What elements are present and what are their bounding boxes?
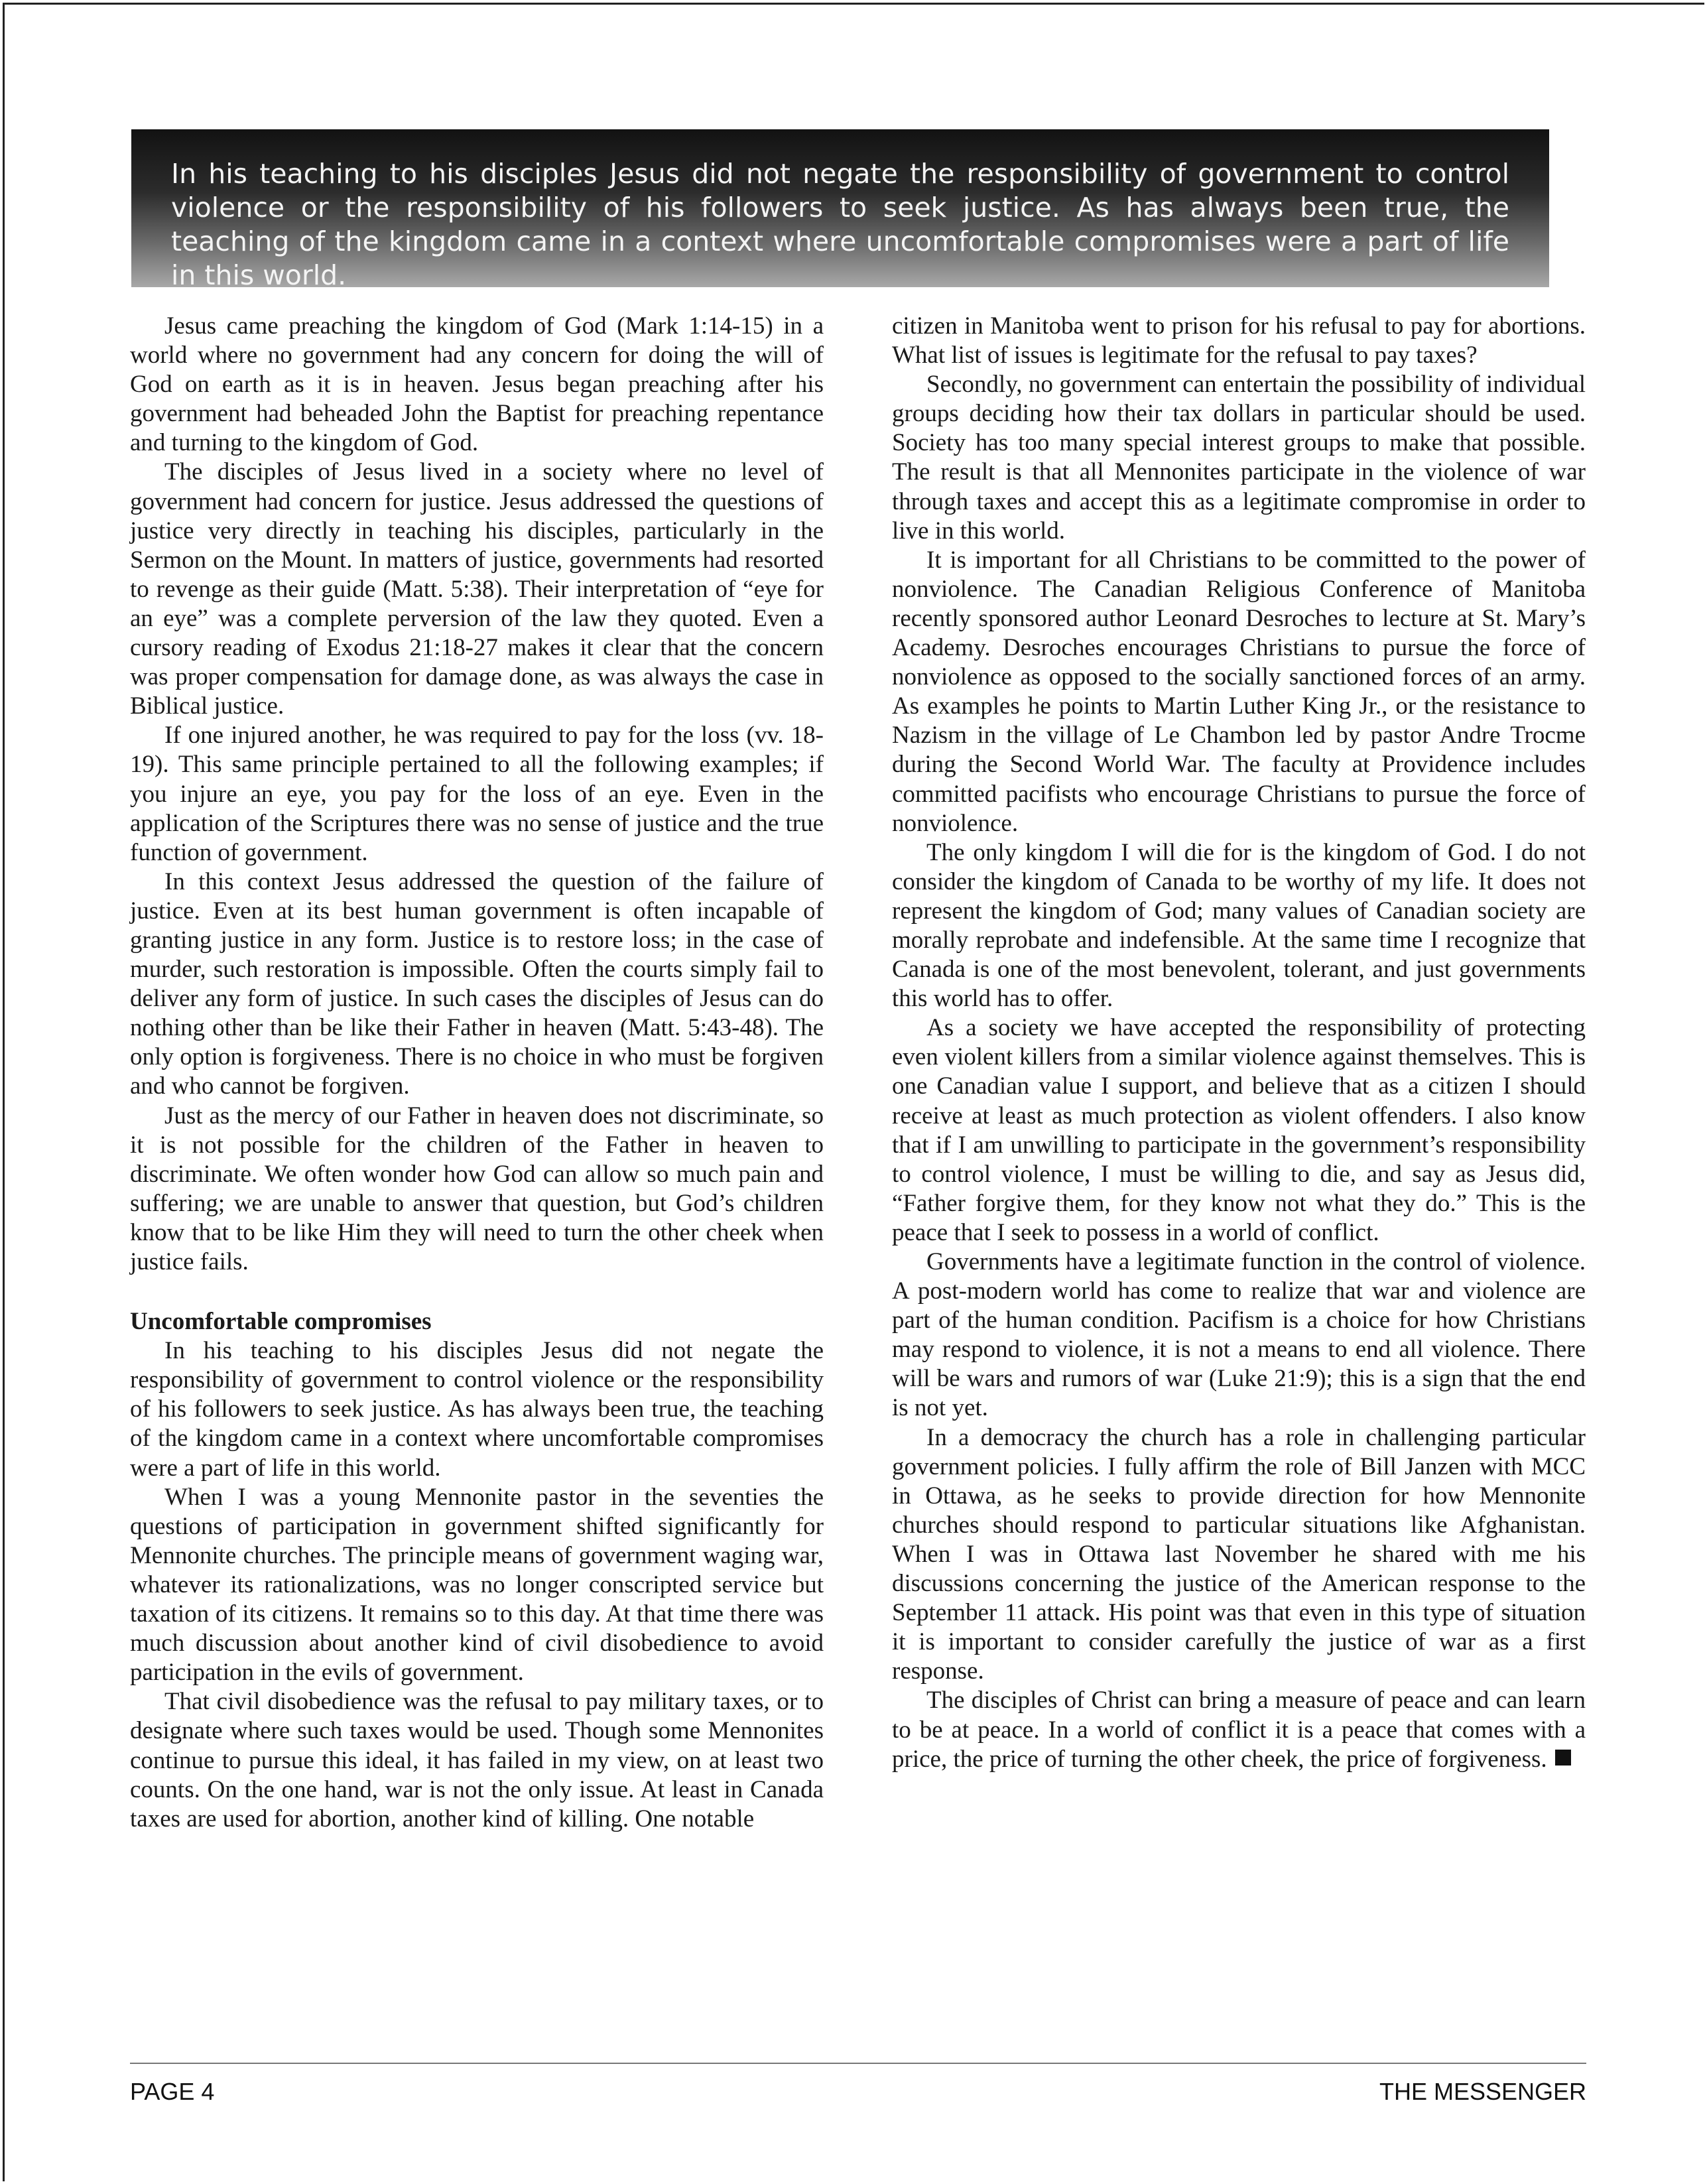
footer-rule: [130, 2063, 1586, 2064]
pull-quote-banner: [131, 129, 1549, 291]
end-of-article-square-icon: [1555, 1750, 1571, 1766]
body-paragraph: Governments have a legitimate function in the control of violence. A post-modern world has come to realize that war and violence are part of the human condition. Pacifism is a choice for how Christians may respond to violence, it is not a means to end all violence. There will be wars and rumors of war (Luke 21:9); this is a sign that the end is not yet.: [892, 1248, 1586, 1422]
body-paragraph: As a society we have accepted the responsibility of protecting even violent killers from a similar violence against themselves. This is one Canadian value I support, and believe that as a citizen I should receive at least as much protection as violent offenders. I also know that if I am unwilling to participate in the government’s responsibility to control violence, I must be willing to die, and say as Jesus did, “Father forgive them, for they know not what they do.” This is the peace that I seek to possess in a world of conflict.: [892, 1014, 1586, 1246]
body-paragraph: The only kingdom I will die for is the kingdom of God. I do not consider the kingdom of Canada to be worthy of my life. It does not represent the kingdom of God; many values of Canadian society are morally reprobate and indefensible. At the same time I recognize that Canada is one of the most benevolent, tolerant, and just governments this world has to offer.: [892, 838, 1586, 1013]
body-paragraph: Secondly, no government can entertain the possibility of individual groups deciding how their tax dollars in particular should be used. Society has too many special interest groups to make that possible. The result is that all Mennonites participate in the violence of war through taxes and accept this as a legitimate compromise in order to live in this world.: [892, 371, 1586, 545]
body-paragraph: That civil disobedience was the refusal to pay military taxes, or to designate where such taxes would be used. Though some Mennonites continue to pursue this ideal, it has failed in my view, on at least two counts. On the one hand, war is not the only issue. At least in Canada taxes are used for abortion, another kind of killing. One notable: [130, 1688, 824, 1832]
body-paragraph: When I was a young Mennonite pastor in the seventies the questions of participation in government shifted significantly for Mennonite churches. The principle means of government waging war, whatever its rationalizations, was no longer conscripted service but taxation of its citizens. It remains so to this day. At that time there was much discussion about another kind of civil disobedience to avoid participation in the evils of government.: [130, 1483, 824, 1687]
body-paragraph: Just as the mercy of our Father in heaven does not discriminate, so it is not possible for the children of the Father in heaven to discriminate. We often wonder how God can allow so much pain and suffering; we are unable to answer that question, but God’s children know that to be like Him they will need to turn the other cheek when justice fails.: [130, 1102, 824, 1275]
body-paragraph: In this context Jesus addressed the question of the failure of justice. Even at its best human government is often incapable of granting justice in any form. Justice is to restore loss; in the case of murder, such restoration is impossible. Often the courts simply fail to deliver any form of justice. In such cases the disciples of Jesus can do nothing other than be like their Father in heaven (Matt. 5:43-48). The only option is forgiveness. There is no choice in who must be forgiven and who cannot be forgiven.: [130, 867, 824, 1100]
section-subheading: Uncomfortable compromises: [130, 1308, 432, 1336]
body-paragraph: The disciples of Jesus lived in a society where no level of government had concern for justice. Jesus addressed the questions of justice very directly in teaching his disciples, particularly in the Sermon on the Mount. In matters of justice, governments had resorted to revenge as their guide (Matt. 5:38). Their interpretation of “eye for an eye” was a complete perversion of the law they quoted. Even a cursory reading of Exodus 21:18-27 makes it clear that the concern was proper compensation for damage done, as was always the case in Biblical justice.: [130, 458, 824, 720]
body-paragraph: If one injured another, he was required to pay for the loss (vv. 18-19). This same principle pertained to all the following examples; if you injure an eye, you pay for the loss of an eye. Even in the application of the Scriptures there was no sense of justice and the true function of government.: [130, 722, 824, 866]
page-number: PAGE 4: [130, 2078, 215, 2105]
pull-quote-text: In his teaching to his disciples Jesus did not negate the responsibility of government to control violence or the responsibility of his followers to seek justice. As has always been true, the teaching of the kingdom came in a context where uncomfortable compromises were a part of life in this world.: [171, 158, 1509, 291]
body-paragraph: In a democracy the church has a role in challenging particular government policies. I fully affirm the role of Bill Janzen with MCC in Ottawa, as he seeks to provide direction for how Mennonite churches should respond to particular situations like Afghanistan. When I was in Ottawa last November he shared with me his discussions concerning the justice of the American response to the September 11 attack. His point was that even in this type of situation it is important to consider carefully the justice of war as a first response.: [892, 1423, 1586, 1685]
final-paragraph: [892, 1686, 1586, 1773]
continued-paragraph: citizen in Manitoba went to prison for his refusal to pay for abortions. What list of issues is legitimate for the refusal to pay taxes?: [892, 312, 1586, 369]
body-paragraph: Jesus came preaching the kingdom of God (Mark 1:14-15) in a world where no government had any concern for doing the will of God on earth as it is in heaven. Jesus began preaching after his government had beheaded John the Baptist for preaching repentance and turning to the kingdom of God.: [130, 312, 824, 457]
right-column: [892, 312, 1586, 1774]
left-column: [130, 312, 824, 1834]
final-paragraph-text: The disciples of Christ can bring a measure of peace and can learn to be at peace. In a world of conflict it is a peace that comes with a price, the price of turning the other cheek, the price of forgiveness.: [892, 1687, 1586, 1773]
publication-name: THE MESSENGER: [1379, 2078, 1586, 2105]
body-paragraph: It is important for all Christians to be committed to the power of nonviolence. The Canadian Religious Conference of Manitoba recently sponsored author Leonard Desroches to lecture at St. Mary’s Academy. Desroches encourages Christians to pursue the force of nonviolence as opposed to the socially sanctioned forces of an army. As examples he points to Martin Luther King Jr., or the resistance to Nazism in the village of Le Chambon led by pastor Andre Trocme during the Second World War. The faculty at Providence includes committed pacifists who encourage Christians to pursue the force of nonviolence.: [892, 546, 1586, 837]
body-paragraph: In his teaching to his disciples Jesus did not negate the responsibility of government to control violence or the responsibility of his followers to seek justice. As has always been true, the teaching of the kingdom came in a context where uncomfortable compromises were a part of life in this world.: [130, 1337, 824, 1482]
